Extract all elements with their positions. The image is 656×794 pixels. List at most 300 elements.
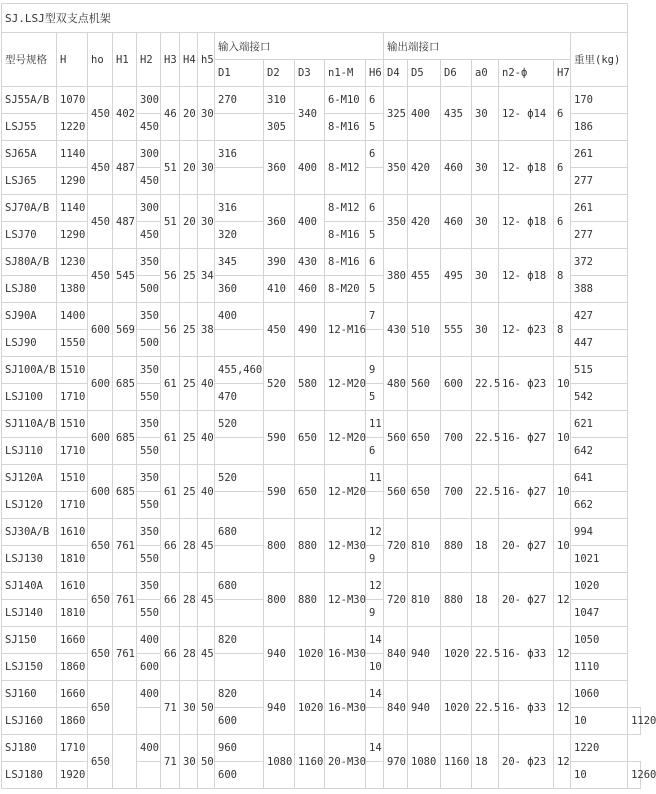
- cell-h: 1710: [57, 492, 88, 519]
- cell-n1m: 8-M12: [325, 195, 366, 222]
- cell-model: SJ90A: [2, 303, 57, 330]
- cell-h2: 300: [137, 87, 161, 114]
- cell-d6: 1020: [441, 681, 472, 735]
- cell-a0: 18: [472, 519, 499, 573]
- cell-n1m: 8-M16: [325, 114, 366, 141]
- table-row: [2, 303, 641, 330]
- cell-h2: 550: [137, 438, 161, 465]
- cell-w: 1220: [571, 735, 628, 762]
- cell-w: 1050: [571, 627, 628, 654]
- cell-d2: 940: [264, 627, 295, 681]
- cell-h6: 12: [366, 519, 384, 546]
- cell-h2: 600: [137, 654, 161, 681]
- cell-d6: 880: [441, 573, 472, 627]
- cell-d1: 520: [215, 411, 264, 438]
- table-title: SJ.LSJ型双支点机架: [2, 4, 628, 33]
- cell-n2phi: 12- ф18: [499, 141, 554, 195]
- cell-a0: 30: [472, 249, 499, 303]
- cell-h7: 6: [554, 87, 571, 141]
- cell-d5: 455: [408, 249, 441, 303]
- cell-d5: 1080: [408, 735, 441, 789]
- cell-d2: 410: [264, 276, 295, 303]
- header-H3: H3: [161, 33, 180, 87]
- cell-d3: 650: [295, 411, 325, 465]
- cell-d6: 1160: [441, 735, 472, 789]
- cell-model: SJ80A/B: [2, 249, 57, 276]
- cell-h4: 28: [180, 573, 198, 627]
- cell-h5: 38: [198, 303, 215, 357]
- cell-model: LSJ55: [2, 114, 57, 141]
- cell-model: LSJ70: [2, 222, 57, 249]
- cell-d5: 420: [408, 195, 441, 249]
- cell-h1: 761: [113, 519, 137, 573]
- cell-model: SJ140A: [2, 573, 57, 600]
- cell-h3: 66: [161, 627, 180, 681]
- cell-w: 372: [571, 249, 628, 276]
- cell-h6: 14: [366, 627, 384, 654]
- cell-h1: 487: [113, 141, 137, 195]
- header-output-group: 输出端接口: [384, 33, 571, 60]
- cell-ho: 450: [88, 249, 113, 303]
- cell-d4: 840: [384, 681, 408, 735]
- cell-n1m: 16-M30: [325, 627, 366, 681]
- cell-d2: 390: [264, 249, 295, 276]
- cell-h1: 545: [113, 249, 137, 303]
- cell-h2: 350: [137, 465, 161, 492]
- cell-h: 1920: [57, 762, 88, 789]
- table-row: [2, 465, 641, 492]
- cell-h1: 569: [113, 303, 137, 357]
- cell-model: SJ120A: [2, 465, 57, 492]
- cell-w: 642: [571, 438, 628, 465]
- cell-h5: 45: [198, 573, 215, 627]
- cell-h4: 30: [180, 681, 198, 735]
- cell-h4: 20: [180, 195, 198, 249]
- header-H7: H7: [554, 60, 571, 87]
- cell-h5: 40: [198, 357, 215, 411]
- cell-d6: 600: [441, 357, 472, 411]
- cell-d3: 880: [295, 519, 325, 573]
- cell-h3: 61: [161, 465, 180, 519]
- cell-d4: 560: [384, 465, 408, 519]
- cell-w: 261: [571, 141, 628, 168]
- cell-w: 186: [571, 114, 628, 141]
- cell-h2: 550: [137, 600, 161, 627]
- cell-d5: 940: [408, 681, 441, 735]
- cell-d5: 940: [408, 627, 441, 681]
- header-h5: h5: [198, 33, 215, 87]
- cell-model: SJ65A: [2, 141, 57, 168]
- cell-ho: 650: [88, 573, 113, 627]
- cell-n2phi: 12- ф23: [499, 303, 554, 357]
- cell-h: 1710: [57, 735, 88, 762]
- cell-h6: 14: [366, 735, 384, 762]
- cell-h: 1860: [57, 654, 88, 681]
- cell-h6: 6: [366, 438, 384, 465]
- cell-d6: 880: [441, 519, 472, 573]
- cell-a0: 22.5: [472, 627, 499, 681]
- cell-h5: 30: [198, 87, 215, 141]
- cell-h: 1220: [57, 114, 88, 141]
- cell-w: 1021: [571, 546, 628, 573]
- cell-h2: 450: [137, 114, 161, 141]
- cell-w: 542: [571, 384, 628, 411]
- cell-d5: 400: [408, 87, 441, 141]
- cell-h6: [366, 168, 384, 195]
- cell-h6: 14: [366, 681, 384, 708]
- cell-w: 1047: [571, 600, 628, 627]
- cell-d2: 590: [264, 465, 295, 519]
- cell-w: 641: [571, 465, 628, 492]
- cell-d3: 1160: [295, 735, 325, 789]
- cell-h4: 30: [180, 735, 198, 789]
- cell-n1m: 6-M10: [325, 87, 366, 114]
- cell-h: 1860: [57, 708, 88, 735]
- cell-d4: 720: [384, 519, 408, 573]
- cell-h2: 600: [215, 762, 264, 789]
- cell-model: SJ150: [2, 627, 57, 654]
- cell-d1: 960: [215, 735, 264, 762]
- cell-d2: 1080: [264, 735, 295, 789]
- cell-d4: 840: [384, 627, 408, 681]
- cell-h: 1230: [57, 249, 88, 276]
- cell-d1: 270: [215, 87, 264, 114]
- cell-h6: 9: [366, 600, 384, 627]
- cell-d2: 800: [264, 573, 295, 627]
- cell-w: 1110: [571, 654, 628, 681]
- table-row: [2, 249, 641, 276]
- table-row: [2, 627, 641, 654]
- cell-n1m: 12-M30: [325, 519, 366, 573]
- cell-h6: 6: [366, 249, 384, 276]
- cell-h7: 10: [554, 465, 571, 519]
- cell-h6: [366, 330, 384, 357]
- cell-w: 621: [571, 411, 628, 438]
- cell-h: 1660: [57, 681, 88, 708]
- cell-h7: 12: [554, 681, 571, 735]
- cell-h2: 550: [137, 384, 161, 411]
- cell-ho: 650: [88, 735, 113, 789]
- cell-d2: 305: [264, 114, 295, 141]
- cell-n1m: 12-M20: [325, 465, 366, 519]
- cell-h5: 34: [198, 249, 215, 303]
- cell-d3: 1020: [295, 681, 325, 735]
- cell-h: 1710: [57, 384, 88, 411]
- table-row: [2, 735, 641, 762]
- header-H2: H2: [137, 33, 161, 87]
- cell-h3: 46: [161, 87, 180, 141]
- cell-ho: 650: [88, 681, 113, 735]
- cell-h4: 25: [180, 249, 198, 303]
- cell-ho: 450: [88, 195, 113, 249]
- page: [1, 3, 656, 789]
- header-ho: ho: [88, 33, 113, 87]
- cell-h2: 300: [137, 195, 161, 222]
- cell-n2phi: 16- ф33: [499, 681, 554, 735]
- cell-h: 1510: [57, 357, 88, 384]
- cell-n1m: 8-M16: [325, 249, 366, 276]
- cell-d1: 680: [215, 573, 264, 600]
- cell-h6: 11: [366, 411, 384, 438]
- cell-h5: 30: [198, 141, 215, 195]
- title-row: [2, 4, 641, 33]
- cell-h6: 5: [366, 276, 384, 303]
- cell-h2: 350: [137, 303, 161, 330]
- cell-h3: 61: [161, 411, 180, 465]
- cell-h3: 51: [161, 195, 180, 249]
- cell-model: LSJ90: [2, 330, 57, 357]
- cell-h: 1610: [57, 519, 88, 546]
- cell-w: 994: [571, 519, 628, 546]
- cell-h4: 25: [180, 411, 198, 465]
- cell-model: LSJ180: [2, 762, 57, 789]
- header-D6: D6: [441, 60, 472, 87]
- cell-n1m: 12-M16: [325, 303, 366, 357]
- cell-d6: 460: [441, 141, 472, 195]
- cell-ho: 600: [88, 357, 113, 411]
- cell-h2: 500: [137, 330, 161, 357]
- cell-w: 1020: [571, 573, 628, 600]
- cell-h7: 12: [554, 573, 571, 627]
- header-n1M: n1-M: [325, 60, 366, 87]
- cell-h2: 300: [137, 141, 161, 168]
- cell-d6: 435: [441, 87, 472, 141]
- header-H4: H4: [180, 33, 198, 87]
- cell-h7: 6: [554, 195, 571, 249]
- cell-d1: [215, 114, 264, 141]
- cell-n1m: 8-M16: [325, 222, 366, 249]
- cell-d4: 480: [384, 357, 408, 411]
- cell-ho: 650: [88, 627, 113, 681]
- cell-d1: [215, 600, 264, 627]
- cell-d4: 325: [384, 87, 408, 141]
- header-D1: D1: [215, 60, 264, 87]
- cell-d1: [366, 762, 384, 789]
- cell-d2: 450: [264, 303, 295, 357]
- cell-n1m: 20-M30: [325, 735, 366, 789]
- cell-d1: 455,460: [215, 357, 264, 384]
- cell-h3: 71: [161, 681, 180, 735]
- cell-h5: 50: [198, 735, 215, 789]
- cell-w: 1120: [628, 708, 641, 735]
- cell-d2: 520: [264, 357, 295, 411]
- cell-d1: 345: [215, 249, 264, 276]
- cell-h6: 11: [366, 465, 384, 492]
- header-a0: a0: [472, 60, 499, 87]
- cell-h6: 9: [366, 546, 384, 573]
- cell-d2: 360: [264, 141, 295, 195]
- cell-model: SJ180: [2, 735, 57, 762]
- cell-model: SJ55A/B: [2, 87, 57, 114]
- cell-h2: 450: [137, 168, 161, 195]
- cell-d1: 520: [215, 465, 264, 492]
- cell-d3: 340: [295, 87, 325, 141]
- cell-w: 1260: [628, 762, 641, 789]
- cell-n2phi: 16- ф23: [499, 357, 554, 411]
- cell-d2: 590: [264, 411, 295, 465]
- cell-d1: 820: [215, 627, 264, 654]
- header-row: [2, 33, 641, 60]
- cell-d4: 350: [384, 141, 408, 195]
- cell-h6: 6: [366, 195, 384, 222]
- cell-ho: 600: [88, 465, 113, 519]
- cell-w: 427: [571, 303, 628, 330]
- cell-d2: 360: [264, 195, 295, 249]
- header-H: H: [57, 33, 88, 87]
- cell-model: SJ70A/B: [2, 195, 57, 222]
- cell-h1: 685: [113, 465, 137, 519]
- cell-d2: 310: [264, 87, 295, 114]
- cell-h4: 28: [180, 627, 198, 681]
- cell-h2: 400: [137, 627, 161, 654]
- header-H1: H1: [113, 33, 137, 87]
- cell-n1m: 12-M20: [325, 411, 366, 465]
- cell-d5: 810: [408, 519, 441, 573]
- cell-a0: 30: [472, 87, 499, 141]
- cell-h2: 400: [137, 735, 161, 762]
- cell-h1: 761: [113, 627, 137, 681]
- cell-h1: [113, 735, 137, 789]
- cell-n2phi: 16- ф27: [499, 465, 554, 519]
- cell-h6: 5: [366, 114, 384, 141]
- cell-model: LSJ140: [2, 600, 57, 627]
- cell-d6: 495: [441, 249, 472, 303]
- cell-a0: 30: [472, 303, 499, 357]
- cell-model: LSJ160: [2, 708, 57, 735]
- cell-h6: 10: [366, 654, 384, 681]
- cell-d1: 316: [215, 141, 264, 168]
- cell-h: 1810: [57, 600, 88, 627]
- cell-h4: 25: [180, 357, 198, 411]
- cell-w: 662: [571, 492, 628, 519]
- cell-d4: 720: [384, 573, 408, 627]
- cell-d2: 940: [264, 681, 295, 735]
- cell-h: 1710: [57, 438, 88, 465]
- cell-h2: 350: [137, 357, 161, 384]
- cell-h: 1070: [57, 87, 88, 114]
- cell-d2: 800: [264, 519, 295, 573]
- cell-a0: 18: [472, 735, 499, 789]
- cell-h6: 10: [571, 762, 628, 789]
- cell-h2: 550: [137, 546, 161, 573]
- cell-ho: 600: [88, 411, 113, 465]
- cell-ho: 450: [88, 87, 113, 141]
- cell-n2phi: 12- ф18: [499, 249, 554, 303]
- cell-d5: 510: [408, 303, 441, 357]
- table-row: [2, 411, 641, 438]
- cell-w: 1060: [571, 681, 628, 708]
- cell-d3: 580: [295, 357, 325, 411]
- cell-h2: 350: [137, 411, 161, 438]
- cell-d6: 700: [441, 465, 472, 519]
- cell-d5: 560: [408, 357, 441, 411]
- header-weight: 重里(kg): [571, 33, 628, 87]
- cell-ho: 600: [88, 303, 113, 357]
- header-model: 型号规格: [2, 33, 57, 87]
- cell-w: 447: [571, 330, 628, 357]
- cell-h4: 25: [180, 303, 198, 357]
- table-row: [2, 519, 641, 546]
- cell-d3: 1020: [295, 627, 325, 681]
- cell-h1: 761: [113, 573, 137, 627]
- cell-w: 277: [571, 168, 628, 195]
- cell-h3: 71: [161, 735, 180, 789]
- cell-a0: 22.5: [472, 465, 499, 519]
- cell-d4: 350: [384, 195, 408, 249]
- cell-h7: 10: [554, 357, 571, 411]
- cell-d1: [215, 330, 264, 357]
- cell-model: LSJ80: [2, 276, 57, 303]
- cell-h3: 51: [161, 141, 180, 195]
- cell-ho: 650: [88, 519, 113, 573]
- cell-d3: 650: [295, 465, 325, 519]
- cell-h3: 66: [161, 519, 180, 573]
- cell-h6: 9: [366, 357, 384, 384]
- cell-w: 515: [571, 357, 628, 384]
- header-D2: D2: [264, 60, 295, 87]
- cell-h1: 685: [113, 357, 137, 411]
- spec-table: [1, 3, 656, 789]
- header-input-group: 输入端接口: [215, 33, 384, 60]
- cell-d1: 680: [215, 519, 264, 546]
- cell-h4: 20: [180, 87, 198, 141]
- cell-h7: 8: [554, 303, 571, 357]
- cell-h6: 6: [366, 141, 384, 168]
- cell-d4: 430: [384, 303, 408, 357]
- cell-n2phi: 20- ф23: [499, 735, 554, 789]
- cell-n2phi: 20- ф27: [499, 573, 554, 627]
- header-D3: D3: [295, 60, 325, 87]
- cell-model: LSJ100: [2, 384, 57, 411]
- cell-h6: 7: [366, 303, 384, 330]
- cell-h6: 10: [571, 708, 628, 735]
- header-H6: H6: [366, 60, 384, 87]
- cell-n1m: 8-M12: [325, 141, 366, 195]
- cell-h3: 66: [161, 573, 180, 627]
- cell-h: 1400: [57, 303, 88, 330]
- cell-h2: 400: [137, 681, 161, 708]
- cell-model: LSJ65: [2, 168, 57, 195]
- cell-h: 1140: [57, 195, 88, 222]
- cell-h1: 685: [113, 411, 137, 465]
- cell-h4: 20: [180, 141, 198, 195]
- cell-h: 1510: [57, 465, 88, 492]
- cell-h1: 487: [113, 195, 137, 249]
- cell-h2: 350: [137, 573, 161, 600]
- cell-h7: 12: [554, 627, 571, 681]
- header-D4: D4: [384, 60, 408, 87]
- cell-d3: 430: [295, 249, 325, 276]
- cell-h2: 550: [137, 492, 161, 519]
- cell-d1: [215, 546, 264, 573]
- cell-n2phi: 20- ф27: [499, 519, 554, 573]
- cell-h5: 40: [198, 465, 215, 519]
- cell-h1: 402: [113, 87, 137, 141]
- cell-n2phi: 16- ф27: [499, 411, 554, 465]
- cell-w: 261: [571, 195, 628, 222]
- cell-h1: [113, 681, 137, 735]
- cell-h6: 5: [366, 222, 384, 249]
- cell-h: 1290: [57, 222, 88, 249]
- table-row: [2, 141, 641, 168]
- cell-h: 1290: [57, 168, 88, 195]
- cell-h5: 50: [198, 681, 215, 735]
- cell-model: LSJ110: [2, 438, 57, 465]
- cell-d1: 820: [215, 681, 264, 708]
- cell-h7: 8: [554, 249, 571, 303]
- cell-h4: 25: [180, 465, 198, 519]
- cell-d3: 490: [295, 303, 325, 357]
